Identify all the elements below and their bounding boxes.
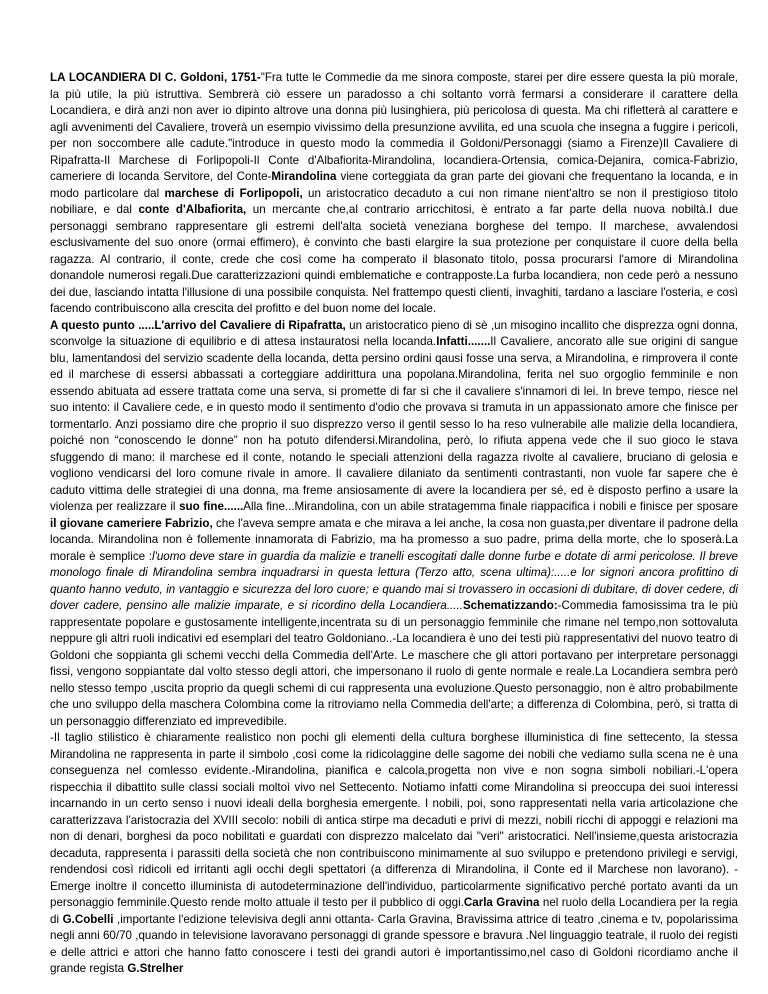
bold-text: Mirandolina <box>271 170 337 183</box>
text: un mercante che,al contrario arricchitosi, è entrato a far parte della nuova nobiltà.I due personaggi sembrano rappresentare gli estremi dell'alta società veneziana borghese del tempo. Il marchese, avvalendosi esclusivamente del suo onore (ormai effimero), è convinto che basti elargire la sua protezione per conquistare il cuore della bella ragazza. Al contrario, il conte, crede che così come ha comperato il blasonato titolo, possa procurarsi l'amore di Mirandolina donandole numerosi regali.Due caratterizzazioni quindi emblematiche e contrapposte.La furba locandiera, non cede però a nessuno dei due, lasciando intatta l'illusione di una possibile conquista. Nel frattempo questi clienti, invaghiti, tardano a lasciare l'osteria, e così facendo contribuiscono alla crescita del profitto e del buon nome del locale. <box>50 203 739 315</box>
text: Il Cavaliere, ancorato alle sue origini di sangue blu, lamentandosi del servizio scadente della locanda, detta persino ordini qausi fosse una serva, a Mirandolina, e rimprovera il conte ed il marchese di essersi abbassati a corteggiare addirittura una popolana.Mirandolina, ferita nel suo orgoglio femminile e non essendo abituata ad essere trattata come una serva, si promette di far sì che il cavaliere s'innamori di lei. In breve tempo, riesce nel suo intento: il Cavaliere cede, e in questo modo il sentimento d'odio che provava si tramuta in un appassionato amore che finisce per tormentarlo. Anzi possiamo dire che proprio il suo disprezzo verso il gentil sesso lo ha reso vulnerabile alle malizie della locandiera, poiché non “conoscendo le donne” non ha potuto difendersi.Mirandolina, però, lo rifiuta appena vede che il suo gioco le stava sfuggendo di mano: il marchese ed il conte, notando le speciali attenzioni della ragazza rivolte al cavaliere, bruciano di gelosia e vogliono vendicarsi del loro comune rivale in amore. Il cavaliere dilaniato da sentimenti contrastanti, non vuole far sapere che è caduto vittima delle strategiei di una donna, ma freme ansiosamente di avere la locandiera per sé, ed è disposto perfino a usare la violenza per realizzare il <box>50 335 738 513</box>
text: -Commedia famosissima tra le più rappresentate popolare e gustosamente intelligente,incentrata su di un personaggio femminile che rimane nel tempo,non sottovaluta neppure gli altri ruoli indicativi ed esemplari del teatro Goldoniano..-La locandiera è uno dei testi più rappresentativi del nuovo teatro di Goldoni che soppianta gli schemi vecchi della Commedia dell'Arte. Le maschere che gli attori portavano per interpretare personaggi fissi, vengono soppiantate dal volto stesso degli attori, che impersonano il ruolo di gente normale e reale.La Locandiera sembra però nello stesso tempo ,uscita proprio da quegli schemi di cui rappresenta una evoluzione.Questo personaggio, non è altro probabilmente che uno sviluppo della maschera Colombina come la ritroviamo nella Commedia dell'arte; a differenza di Colombina, però, si tratta di un personaggio differenziato ed imprevedibile. <box>50 599 739 728</box>
bold-text: G.Strelher <box>127 962 184 975</box>
document-title: LA LOCANDIERA DI C. Goldoni, 1751- <box>50 71 261 84</box>
text: un aristocratico decaduto a cui non rimane nient'altro se non il prestigioso titolo nobiliare, e dal <box>50 186 738 216</box>
bold-text: A questo punto .....L'arrivo del Cavaliere di Ripafratta, <box>50 318 346 332</box>
bold-text: conte d'Albafiorita, <box>138 203 247 216</box>
text: "Fra tutte le Commedie da me sinora composte, starei per dire essere questa la più morale, la più utile, la più istruttiva. Sembrerà ciò essere un paradosso a chi soltanto vorrà fermarsi a considerare il carattere della Locandiera, e dirà anzi non aver io dipinto altrove una donna più lusinghiera, più pericolosa di questa. Ma chi rifletterà al carattere e agli avvenimenti del Cavaliere, troverà un esempio vivissimo della presunzione avvilita, ed una scuola che insegna a fuggire i pericoli, per non soccombere alle cadute."introduce in questo modo la commedia il Goldoni/Personaggi (siamo a Firenze)Il Cavaliere di Ripafratta-Il Marchese di Forlipopoli-Il Conte d'Albafiorita-Mirandolina, locandiera-Ortensia, comica-Dejanira, comica-Fabrizio, cameriere di locanda Servitore, del Conte- <box>50 71 738 183</box>
document-body <box>50 70 738 978</box>
bold-text: marchese di Forlipopoli, <box>164 186 303 200</box>
text: nel ruolo della Locandiera per la regia di <box>50 896 738 926</box>
bold-text: suo fine...... <box>179 500 244 513</box>
paragraph-intro <box>50 70 738 318</box>
text: che l'aveva sempre amata e che mirava a lei anche, la cosa non guasta,per diventare il padrone della locanda. Mirandolina non è follemente innamorata di Fabrizio, ma ha promesso a suo padre, prima della morte, che lo sposerà.La morale è semplice : <box>50 516 738 563</box>
bold-text: Carla Gravina <box>463 896 540 909</box>
bold-text: G.Cobelli <box>62 912 114 926</box>
bold-text: il giovane cameriere Fabrizio, <box>50 516 213 530</box>
italic-quote: l'uomo deve stare in guardia da malizie e tranelli escogitati dalle donne furbe e dotate di armi pericolose. Il breve monologo finale di Mirandolina sembra inquadrarsi in questa lettura (Terzo atto, scena ultima):.....e lor signori ancora profittino di quanto hanno veduto, in vantaggio e sicurezza del loro cuore; e quando mai si trovassero in occasioni di dubitare, di dover cedere, di dover cadere, pensino alle malizie imparate, e si ricordino della Locandiera..... <box>50 549 738 612</box>
text: un aristocratico pieno di sè ,un misogino incallito che disprezza ogni donna, sconvolge la situazione di equilibrio e di attesa instauratosi nella locanda. <box>50 318 738 348</box>
text: viene corteggiata da gran parte dei giovani che frequentano la locanda, e in modo particolare dal <box>50 170 738 200</box>
paragraph-analysis <box>50 730 738 978</box>
bold-text: Schematizzando: <box>462 599 558 612</box>
bold-text: Infatti....... <box>436 335 491 348</box>
text: Alla fine...Mirandolina, con un abile stratagemma finale riappacifica i nobili e finisce per sposare <box>243 500 738 513</box>
paragraph-plot <box>50 318 738 731</box>
text: -Il taglio stilistico è chiaramente realistico non pochi gli elementi della cultura borghese illuministica di fine settecento, la stessa Mirandolina ne rappresenta in parte il simbolo ,così come la ridicolaggine delle sagome dei nobili che vediamo sulla scena ne è una conseguenza nel comlesso evidente.-Mirandolina, pianifica e calcola,progetta non vive e non sogna simboli nobiliari.-L'opera rispecchia il dibattito sulle classi sociali moltoì vivo nel Settecento. Notiamo infatti come Mirandolina si preoccupa dei suoi interessi incarnando in un certo senso i nuovi ideali della borghesia emergente. I nobili, poi, sono rappresentati nella varia articolazione che caratterizzava l'aristocrazia del XVIII secolo: nobili di antica stirpe ma decaduti e privi di mezzi, nobili ricchi di appoggi e relazioni ma non di denari, borghesi da poco nobilitati e guardati con disprezzo malcelato dai "veri" aristocratici. Nell'insieme,questa aristocrazia decaduta, rappresenta i parassiti della società che non contribuiscono minimamente al suo sviluppo e pretendono privilegi e servigi, rendendosi così ridicoli ed irritanti agli occhi degli spettatori (a differenza di Mirandolina, il Conte ed il Marchese non lavorano). -Emerge inoltre il concetto illuminista di autodeterminazione dell'individuo, particolarmente significativo perché portato avanti da un personaggio femminile.Questo rende molto attuale il testo per il pubblico di oggi. <box>50 731 738 909</box>
text: ,importante l'edizione televisiva degli anni ottanta- Carla Gravina, Bravissima attrice di teatro ,cinema e tv, popolarissima negli anni 60/70 ,quando in televisione lavoravano personaggi di grande spessore e bravura .Nel linguaggio teatrale, il ruolo dei registi e delle attrici e attori che hanno fatto conoscere i testi dei grandi autori è importantissimo,nel caso di Goldoni ricordiamo anche il grande regista <box>50 912 739 975</box>
